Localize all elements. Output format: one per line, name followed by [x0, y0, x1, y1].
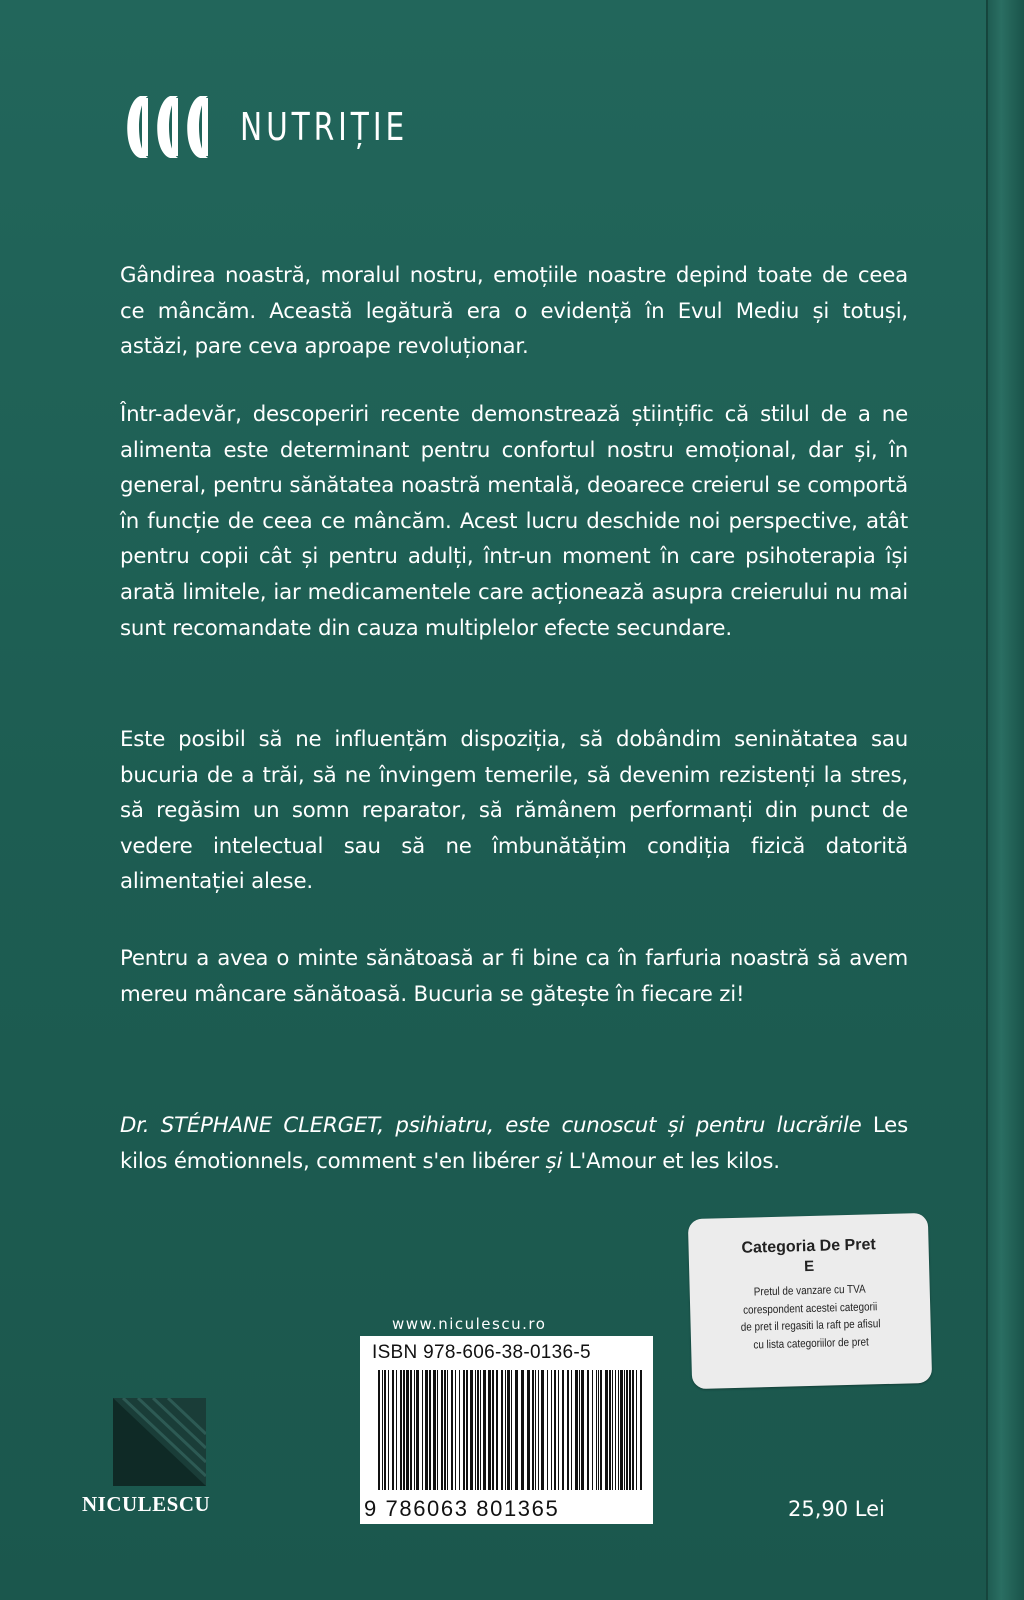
series-title: NUTRIȚIE [240, 105, 409, 149]
series-logo-icon [118, 92, 230, 162]
sticker-line: corespondent acestei categorii [742, 1300, 878, 1317]
description-paragraph-1: Gândirea noastră, moralul nostru, emoțiile noastre depind toate de ceea ce mâncăm. Această legătură era o evidență în Evul Mediu și totuși, astăzi, pare ceva aproape revoluționar. [120, 263, 908, 360]
description-paragraph-2: Într-adevăr, descoperiri recente demonstrează științific că stilul de a ne alimenta este determinant pentru confortul nostru emoțional, dar și, în general, pentru sănătatea noastră mentală, deoarece creierul se comportă în funcție de ceea ce mâncăm. Acest lucru deschide noi perspective, atât pentru copii cât și pentru adulți, într-un moment în care psihoterapia își arată limitele, iar medicamentele care acționează asupra creierului nu mai sunt recomandate din cauza multiplelor efecte secundare. [120, 402, 908, 641]
author-bio-intro: Dr. STÉPHANE CLERGET, psihiatru, este cunoscut și pentru lucrările [120, 1113, 862, 1138]
sticker-body [706, 1280, 914, 1355]
book-title-1: Les kilos émotionnels, comment s'en libérer [120, 1113, 908, 1174]
sticker-line: Pretul de vanzare cu TVA [753, 1283, 866, 1299]
description-paragraph-3: Este posibil să ne influențăm dispoziția, să dobândim seninătatea sau bucuria de a trăi, să ne învingem temerile, să devenim rezistenți la stres, să regăsim un somn reparator, să rămânem performanți din punct de vedere intelectual sau să ne îmbunătățim condiția fizică datorită alimentației alese. [120, 727, 908, 895]
book-price: 25,90 Lei [788, 1497, 885, 1521]
isbn-label: ISBN 978-606-38-0136-5 [372, 1342, 591, 1363]
sticker-line: de pret il regasiti la raft pe afisul [740, 1318, 881, 1334]
series-header [118, 92, 456, 162]
price-category-sticker [688, 1213, 932, 1389]
sticker-category-letter: E [803, 1257, 815, 1276]
publisher-website: www.niculescu.ro [392, 1315, 547, 1333]
sticker-title: Categoria De Pret [741, 1236, 876, 1257]
author-bio [120, 1108, 908, 1179]
author-bio-conjunction: și [545, 1148, 563, 1174]
spine-edge [986, 0, 1024, 1600]
isbn-barcode [360, 1336, 653, 1524]
publisher-name: NICULESCU [82, 1492, 211, 1516]
barcode-digits: 9 786063 801365 [364, 1496, 560, 1521]
barcode-bars [364, 1370, 648, 1494]
description-paragraph-4: Pentru a avea o minte sănătoasă ar fi bine ca în farfuria noastră să avem mereu mâncare sănătoasă. Bucuria se gătește în fiecare zi! [120, 946, 908, 1007]
publisher-logo-icon [113, 1398, 206, 1486]
book-title-2: L'Amour et les kilos. [568, 1148, 780, 1174]
sticker-line: cu lista categoriilor de pret [753, 1335, 869, 1351]
